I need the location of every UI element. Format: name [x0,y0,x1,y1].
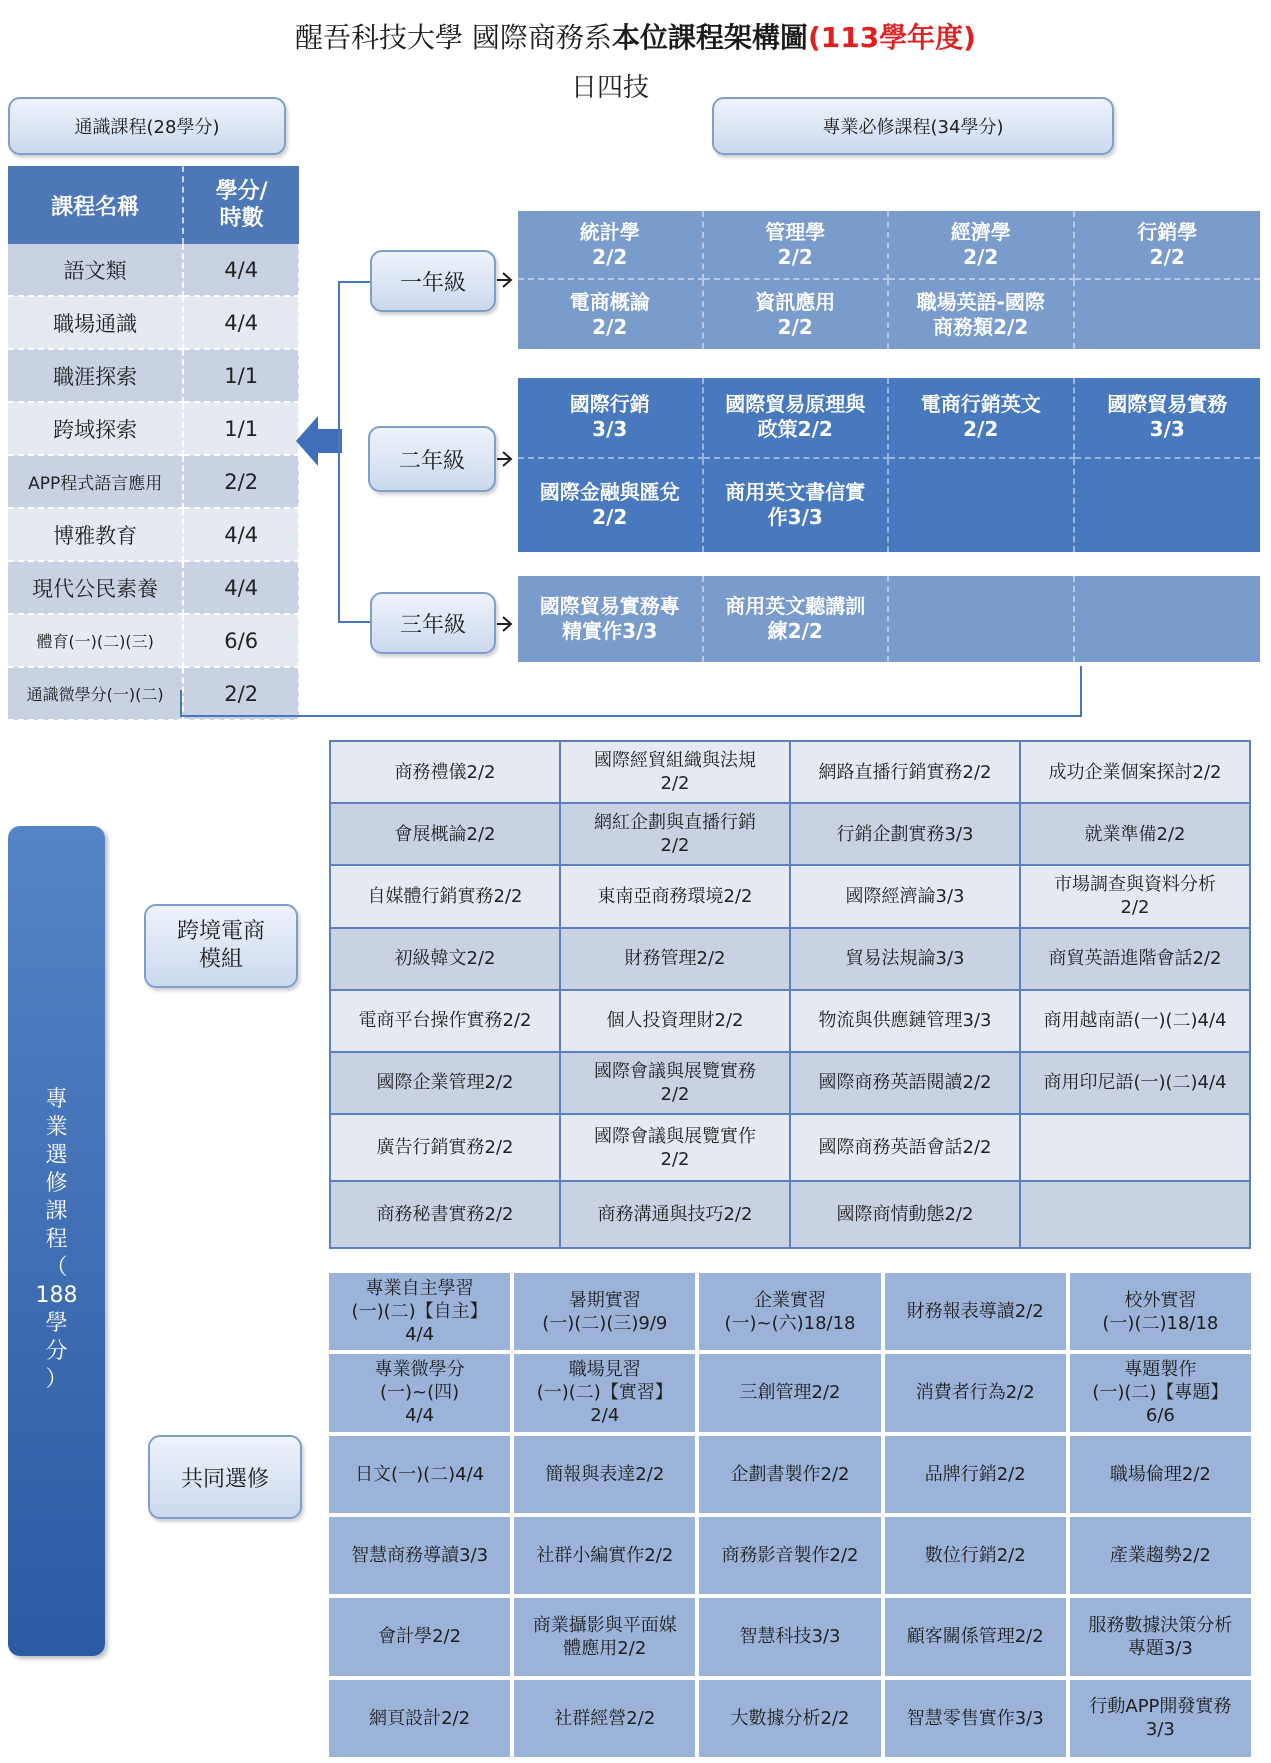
common-course-cell: 日文(一)(二)4/4 [329,1436,510,1513]
elective-course-cell: 國際商務英語會話2/2 [791,1115,1019,1180]
course-credits: 6/6 [183,614,299,667]
table-row [8,296,299,349]
elective-course-cell: 自媒體行銷實務2/2 [331,866,559,926]
title-bold: 本位課程架構圖 [611,21,808,54]
elective-course-cell: 網路直播行銷實務2/2 [791,742,1019,802]
course-credits: 4/4 [183,508,299,561]
course-name: 語文類 [8,244,183,296]
common-course-cell: 暑期實習 (一)(二)(三)9/9 [514,1273,695,1350]
required-course-cell: 電商概論 2/2 [518,280,704,349]
common-course-cell: 消費者行為2/2 [885,1354,1066,1431]
elective-course-cell: 商用越南語(一)(二)4/4 [1021,991,1249,1051]
elective-course-cell: 東南亞商務環境2/2 [561,866,789,926]
table-row [8,455,299,508]
course-name: 職場通識 [8,296,183,349]
course-name: 體育(一)(二)(三) [8,614,183,667]
elective-course-cell: 貿易法規論3/3 [791,929,1019,989]
common-course-cell: 品牌行銷2/2 [885,1436,1066,1513]
elective-course-cell: 會展概論2/2 [331,804,559,864]
elective-course-cell: 網紅企劃與直播行銷 2/2 [561,804,789,864]
required-course-cell: 資訊應用 2/2 [704,280,890,349]
required-course-cell: 商用英文書信實 作3/3 [704,459,890,552]
common-course-cell: 校外實習 (一)(二)18/18 [1070,1273,1251,1350]
elective-course-cell: 國際企業管理2/2 [331,1053,559,1113]
general-education-header: 通識課程(28學分) [8,97,286,155]
required-course-cell: 國際金融與匯兌 2/2 [518,459,704,552]
common-course-cell: 商務影音製作2/2 [699,1517,880,1594]
year-2-label: 二年級 [368,426,496,492]
year-3-label: 三年級 [370,592,496,654]
table-row [8,244,299,296]
required-course-cell: 國際貿易原理與 政策2/2 [704,378,890,459]
common-course-cell: 專題製作 (一)(二)【專題】 6/6 [1070,1354,1251,1431]
page-title [0,18,1271,58]
common-course-cell: 專業自主學習 (一)(二)【自主】 4/4 [329,1273,510,1350]
required-course-cell: 國際行銷 3/3 [518,378,704,459]
cross-border-elective-table [329,740,1251,1249]
general-education-table [8,166,300,721]
common-course-cell: 會計學2/2 [329,1598,510,1675]
year-1-label: 一年級 [370,250,496,312]
required-course-cell: 行銷學 2/2 [1075,211,1261,280]
elective-course-cell: 國際經貿組織與法規 2/2 [561,742,789,802]
common-course-cell: 社群經營2/2 [514,1680,695,1757]
required-course-cell [1075,459,1261,552]
table-row [8,508,299,561]
required-course-cell [889,459,1075,552]
elective-course-cell: 就業準備2/2 [1021,804,1249,864]
table-row [8,402,299,455]
course-credits: 1/1 [183,402,299,455]
common-course-cell: 三創管理2/2 [699,1354,880,1431]
common-course-cell: 企劃書製作2/2 [699,1436,880,1513]
required-course-cell: 經濟學 2/2 [889,211,1075,280]
required-course-cell [1075,576,1261,662]
common-course-cell: 社群小編實作2/2 [514,1517,695,1594]
common-course-cell: 財務報表導讀2/2 [885,1273,1066,1350]
common-course-cell: 服務數據決策分析 專題3/3 [1070,1598,1251,1675]
required-course-cell: 電商行銷英文 2/2 [889,378,1075,459]
course-name: 現代公民素養 [8,561,183,614]
required-course-cell: 管理學 2/2 [704,211,890,280]
elective-course-cell: 商務秘書實務2/2 [331,1182,559,1247]
common-course-cell: 智慧零售實作3/3 [885,1680,1066,1757]
common-course-cell: 職場見習 (一)(二)【實習】 2/4 [514,1354,695,1431]
elective-course-cell: 廣告行銷實務2/2 [331,1115,559,1180]
elective-course-cell: 國際會議與展覽實作 2/2 [561,1115,789,1180]
year-2-courses [518,378,1260,552]
professional-elective-label: 專 業 選 修 課 程 （ 188 學 分 ） [35,1087,78,1392]
elective-course-cell: 初級韓文2/2 [331,929,559,989]
common-elective-label: 共同選修 [148,1435,302,1519]
common-elective-table [329,1273,1251,1757]
table-row [8,561,299,614]
elective-course-cell: 商務溝通與技巧2/2 [561,1182,789,1247]
required-course-cell: 國際貿易實務專 精實作3/3 [518,576,704,662]
elective-course-cell: 成功企業個案探討2/2 [1021,742,1249,802]
table-row [8,349,299,402]
elective-course-cell: 國際商情動態2/2 [791,1182,1019,1247]
elective-course-cell: 商用印尼語(一)(二)4/4 [1021,1053,1249,1113]
required-course-cell: 國際貿易實務 3/3 [1075,378,1261,459]
course-credits: 2/2 [183,455,299,508]
common-course-cell: 數位行銷2/2 [885,1517,1066,1594]
required-courses-header: 專業必修課程(34學分) [712,97,1114,155]
elective-course-cell: 商務禮儀2/2 [331,742,559,802]
common-course-cell: 大數據分析2/2 [699,1680,880,1757]
course-name: 職涯探索 [8,349,183,402]
common-course-cell: 網頁設計2/2 [329,1680,510,1757]
page-subtitle: 日四技 [570,73,649,103]
elective-course-cell [1021,1115,1249,1180]
course-credits: 4/4 [183,561,299,614]
elective-course-cell: 國際會議與展覽實務 2/2 [561,1053,789,1113]
common-course-cell: 商業攝影與平面媒 體應用2/2 [514,1598,695,1675]
title-prefix: 醒吾科技大學 國際商務系 [295,21,612,54]
elective-course-cell: 國際經濟論3/3 [791,866,1019,926]
professional-elective-banner [8,826,105,1656]
elective-course-cell: 財務管理2/2 [561,929,789,989]
elective-course-cell: 國際商務英語閱讀2/2 [791,1053,1019,1113]
common-course-cell: 企業實習 (一)~(六)18/18 [699,1273,880,1350]
elective-course-cell: 市場調查與資料分析 2/2 [1021,866,1249,926]
course-credits: 1/1 [183,349,299,402]
course-credits: 2/2 [183,667,299,720]
elective-course-cell: 行銷企劃實務3/3 [791,804,1019,864]
common-course-cell: 專業微學分 (一)~(四) 4/4 [329,1354,510,1431]
common-course-cell: 行動APP開發實務 3/3 [1070,1680,1251,1757]
required-course-cell [1075,280,1261,349]
elective-course-cell: 電商平台操作實務2/2 [331,991,559,1051]
arrow-left-icon [296,416,342,466]
elective-course-cell: 個人投資理財2/2 [561,991,789,1051]
course-name: 跨域探索 [8,402,183,455]
common-course-cell: 產業趨勢2/2 [1070,1517,1251,1594]
elective-course-cell: 商貿英語進階會話2/2 [1021,929,1249,989]
common-course-cell: 職場倫理2/2 [1070,1436,1251,1513]
course-name: 博雅教育 [8,508,183,561]
year-3-courses [518,576,1260,662]
table-row [8,667,299,720]
course-credits: 4/4 [183,296,299,349]
cross-border-module-label: 跨境電商 模組 [144,904,298,988]
course-credits: 4/4 [183,244,299,296]
title-year: (113學年度) [807,21,976,54]
required-course-cell: 統計學 2/2 [518,211,704,280]
elective-course-cell [1021,1182,1249,1247]
table-row [8,614,299,667]
common-course-cell: 智慧科技3/3 [699,1598,880,1675]
elective-course-cell: 物流與供應鏈管理3/3 [791,991,1019,1051]
course-name: 通識微學分(一)(二) [8,667,183,720]
common-course-cell: 顧客關係管理2/2 [885,1598,1066,1675]
common-course-cell: 簡報與表達2/2 [514,1436,695,1513]
course-name: APP程式語言應用 [8,455,183,508]
required-course-cell [889,576,1075,662]
common-course-cell: 智慧商務導讀3/3 [329,1517,510,1594]
column-header-credits: 學分/ 時數 [183,166,299,244]
required-course-cell: 商用英文聽講訓 練2/2 [704,576,890,662]
column-header-course-name: 課程名稱 [8,166,183,244]
required-course-cell: 職場英語-國際 商務類2/2 [889,280,1075,349]
year-1-courses [518,211,1260,349]
